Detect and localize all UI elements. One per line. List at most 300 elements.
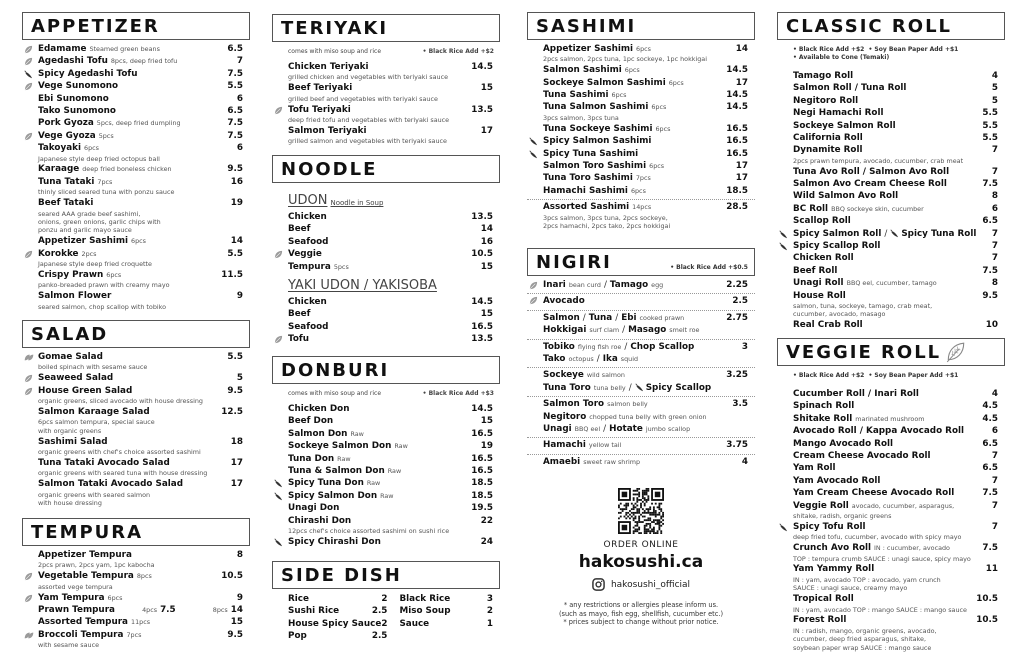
menu-item-row (543, 295, 748, 307)
menu-item (272, 61, 500, 82)
item-name: Salmon Avo Cream Cheese Roll (793, 179, 947, 190)
pepper-icon (529, 150, 539, 160)
item-note: egg (651, 281, 664, 289)
item-name: Chicken Roll (793, 253, 854, 264)
separator-slash: / (884, 228, 888, 239)
section-side (272, 561, 500, 643)
item-price: 2 (486, 606, 493, 617)
item-note: cooked prawn (639, 313, 685, 322)
menu-item (22, 457, 250, 478)
section-teriyaki (272, 14, 500, 146)
item-name: Vege Gyoza (38, 130, 96, 141)
item-description: assorted vege tempura (38, 582, 113, 591)
item-name: Chirashi Don (288, 515, 352, 526)
menu-item-row (38, 406, 243, 418)
item-note: marinated mushroom (855, 414, 925, 423)
menu-item (527, 279, 755, 291)
menu-item-row (38, 549, 243, 561)
item-note: 6pcs (107, 593, 123, 602)
menu-item (777, 144, 1005, 165)
note-left: comes with miso soup and rice (288, 390, 382, 397)
menu-item (272, 248, 500, 260)
order-online-block (527, 488, 755, 627)
menu-item (527, 293, 755, 307)
item-price: 18.5 (726, 185, 748, 196)
item-description: with sesame sauce (38, 641, 100, 650)
subsection-title: UDON (288, 193, 328, 208)
menu-item (777, 120, 1005, 132)
item-name: Ebi (621, 312, 637, 323)
menu-item-row (38, 105, 243, 117)
item-name: Tuna Tataki Avocado Salad (38, 457, 170, 468)
item-note: sweet raw shrimp (583, 457, 641, 466)
item-price: 9 (236, 592, 243, 603)
pepper-icon (779, 230, 789, 240)
menu-item-row (543, 160, 748, 172)
leaf2-icon (24, 631, 34, 641)
menu-item-row (793, 178, 998, 190)
menu-item-row (38, 629, 243, 641)
menu-item (777, 166, 1005, 178)
item-price: 11.5 (221, 269, 243, 280)
menu-item (527, 89, 755, 101)
leaf2-icon (24, 353, 34, 363)
item-name: BC Roll (793, 203, 829, 214)
item-list (22, 546, 250, 650)
menu-item-row (793, 388, 998, 400)
menu-item (527, 64, 755, 76)
pepper-icon (779, 523, 789, 533)
item-name: Salmon Sashimi (543, 65, 622, 76)
menu-item (777, 425, 1005, 437)
item-price: 2.5 (371, 631, 388, 642)
item-name: Ika (602, 353, 618, 364)
item-name: Agedashi Tofu (38, 56, 108, 67)
item-name: Salmon (543, 312, 580, 323)
menu-item-row (793, 475, 998, 487)
section-sashimi (527, 12, 755, 231)
leaf-icon (24, 132, 34, 142)
item-price: 14.5 (726, 65, 748, 76)
item-description: panko-breaded prawn with creamy mayo (38, 281, 170, 290)
item-name: Salmon Karaage Salad (38, 406, 150, 417)
leaf-icon (24, 594, 34, 604)
item-price: 3 (741, 341, 748, 352)
item-price: 15 (480, 416, 493, 427)
menu-item (399, 618, 493, 630)
menu-item-row (543, 398, 748, 410)
section-nigiri (527, 248, 755, 468)
menu-item-row (793, 319, 998, 331)
item-note: 6pcs (630, 186, 646, 195)
menu-item (527, 396, 755, 410)
menu-item (288, 593, 387, 605)
item-description: salmon, tuna, sockeye, tamago, crab meat, cucumber, avocado, masago (793, 301, 933, 319)
item-name: Shitake Roll (793, 413, 853, 424)
item-price: 5.5 (982, 132, 998, 143)
menu-item (399, 593, 493, 605)
menu-item (777, 277, 1005, 289)
item-note: 7pcs (126, 630, 142, 639)
menu-item-row (288, 403, 493, 415)
menu-item-row (793, 252, 998, 264)
section-tempura (22, 518, 250, 650)
menu-item-row (793, 462, 998, 474)
menu-item (527, 411, 755, 423)
menu-item (22, 55, 250, 67)
menu-item-row (543, 101, 748, 113)
item-name: Mango Avocado Roll (793, 438, 894, 449)
item-description: grilled salmon and vegetables with teriyaki sauce (288, 137, 447, 146)
item-description: organic greens with seared salmon with house dressing (38, 490, 151, 508)
note-line: • Available to Cone (Temaki) (793, 54, 890, 61)
menu-item (22, 549, 250, 570)
menu-item (527, 77, 755, 89)
leaf-icon (274, 335, 284, 345)
item-list (527, 276, 755, 468)
item-price: 5.5 (982, 108, 998, 119)
item-price: 14.5 (471, 404, 493, 414)
section-classic (777, 12, 1005, 332)
item-description: 3pcs salmon, 3pcs tuna (543, 113, 619, 122)
item-name: Spicy Tofu Roll (793, 521, 866, 532)
item-price: 14 (480, 224, 493, 235)
menu-item (22, 372, 250, 384)
item-description: deep fried tofu and vegetables with teriyaki sauce (288, 115, 450, 124)
item-price: 3.75 (726, 440, 748, 451)
item-price: 4.5 (982, 413, 998, 424)
item-name: Pork Gyoza (38, 118, 94, 129)
item-name: Seaweed Salad (38, 373, 114, 384)
item-price: 5.5 (227, 352, 243, 362)
item-name: Beef Tataki (38, 198, 94, 209)
item-price: 13.5 (471, 104, 493, 115)
item-name: Unagi (543, 423, 572, 434)
item-note: BBQ eel (574, 424, 601, 433)
menu-item-row (793, 438, 998, 450)
menu-item (22, 269, 250, 290)
item-name: Seafood (288, 236, 329, 247)
menu-item (777, 413, 1005, 425)
menu-item (777, 462, 1005, 474)
item-price: 5 (991, 83, 998, 94)
item-description: 2pcs prawn, 2pcs yam, 1pc kabocha (38, 561, 155, 570)
menu-item (777, 95, 1005, 107)
item-price: 14.5 (471, 296, 493, 307)
item-name: Sockeye Salmon Roll (793, 120, 896, 131)
leaf-icon (24, 374, 34, 384)
section-title: VEGGIE ROLL (786, 341, 942, 363)
item-name: Crunch Avo Roll (793, 543, 872, 554)
section-title: SIDE DISH (281, 564, 402, 586)
item-description: organic greens, sliced avocado with house dressing (38, 397, 203, 406)
item-note: deep fried boneless chicken (82, 165, 172, 174)
separator-slash: / (596, 353, 600, 364)
item-price: 19 (480, 441, 493, 452)
menu-item-row (793, 614, 998, 626)
instagram-handle[interactable] (527, 578, 755, 591)
menu-item-row (793, 215, 998, 227)
item-name: Sockeye Salmon Don (288, 441, 392, 452)
item-note: IN : cucumber, avocado (874, 544, 950, 553)
item-name: Chicken (288, 296, 327, 307)
side-dish-grid (272, 589, 500, 643)
item-description: shitake, radish, organic greens (793, 511, 892, 520)
section-header (22, 518, 250, 546)
item-list (22, 40, 250, 311)
menu-item (22, 80, 250, 92)
item-name: Tempura (288, 261, 331, 272)
item-name: Veggie (288, 249, 322, 260)
menu-item (777, 319, 1005, 331)
item-note: 11pcs (131, 618, 151, 627)
item-price: 16 (480, 236, 493, 247)
menu-item-row (38, 142, 243, 154)
section-noodle (272, 155, 500, 346)
menu-item-row (288, 104, 493, 116)
item-price: 7 (991, 145, 998, 156)
item-name: Tamago Roll (793, 71, 854, 81)
menu-item-row (288, 536, 493, 548)
item-name: Chicken (288, 212, 327, 222)
item-price: 10.5 (976, 615, 998, 626)
menu-item (22, 570, 250, 591)
menu-item-row (288, 428, 493, 440)
section-notes (777, 40, 1005, 67)
item-description: IN : yam, avocado TOP : mango SAUCE : mango sauce (793, 605, 967, 614)
menu-item (22, 616, 250, 628)
section-notes (777, 366, 1005, 385)
item-name: Sushi Rice (288, 606, 340, 617)
item-price: 16.5 (471, 453, 493, 464)
note-right: • Black Rice Add +$2 (422, 48, 494, 55)
menu-item-row (793, 450, 998, 462)
item-price: 16.5 (471, 465, 493, 476)
item-price: 5.5 (227, 81, 243, 92)
menu-item (527, 160, 755, 172)
item-price: 16.5 (726, 148, 748, 159)
qr-code[interactable] (618, 488, 664, 534)
menu-item (777, 70, 1005, 82)
website-link[interactable]: hakosushi.ca (578, 552, 704, 572)
leaf-icon (945, 341, 967, 363)
item-note: Raw (380, 491, 394, 500)
item-note: 6pcs (131, 237, 147, 246)
item-description: thinly sliced seared tuna with ponzu sauce (38, 188, 175, 197)
menu-item (22, 351, 250, 372)
menu-item-row (543, 423, 748, 435)
item-name: Spicy Scallop Roll (793, 240, 881, 251)
menu-item (272, 333, 500, 345)
disclaimer-line: * prices subject to change without prior notice. (563, 618, 719, 627)
item-price: 10.5 (471, 249, 493, 260)
item-description: IN : radish, mango, organic greens, avocado, cucumber, deep fried asparagus, shitake, soybean paper wrap SAUCE : mango sauce (793, 626, 937, 652)
item-name: Tuna & Salmon Don (288, 465, 385, 476)
menu-item (22, 197, 250, 235)
section-title: TERIYAKI (281, 17, 389, 39)
menu-item (22, 290, 250, 311)
menu-item-row (288, 61, 493, 73)
item-price: 10.5 (221, 571, 243, 582)
item-note: Raw (366, 479, 381, 488)
menu-item (777, 500, 1005, 521)
item-price: 7 (991, 228, 998, 239)
leaf-icon (24, 250, 34, 260)
menu-item-row (38, 235, 243, 247)
item-name: Tako (543, 353, 566, 364)
item-price: 18.5 (471, 478, 493, 489)
disclaimers (527, 601, 755, 627)
item-name: Real Crab Roll (793, 320, 863, 331)
section-header (272, 561, 500, 589)
section-title: CLASSIC ROLL (786, 15, 953, 37)
item-note: chopped tuna belly with green onion (589, 412, 707, 421)
item-note: Steamed green beans (89, 45, 160, 53)
menu-item-row (38, 570, 243, 582)
item-note: salmon belly (607, 400, 648, 409)
item-name: Assorted Tempura (38, 617, 128, 628)
item-price: 7 (991, 521, 998, 532)
menu-item-row (288, 125, 493, 137)
item-price: 7 (236, 56, 243, 67)
item-name: Avocado (543, 296, 585, 307)
item-price: 7.5 (982, 488, 998, 499)
leaf-icon (529, 296, 539, 306)
item-name: Tuna (588, 312, 613, 323)
item-name: Spicy Tuna Don (288, 478, 364, 489)
menu-item-row (543, 201, 748, 213)
item-description: grilled beef and vegetables with teriyaki sauce (288, 94, 438, 103)
item-list (272, 58, 500, 146)
item-price: 4 (991, 71, 998, 81)
menu-item-row (793, 144, 998, 156)
menu-item (272, 403, 500, 415)
menu-item (288, 618, 387, 630)
menu-item (272, 82, 500, 103)
item-price: 16.5 (471, 321, 493, 332)
item-name: Vegetable Tempura (38, 571, 134, 582)
menu-item (527, 148, 755, 160)
item-price: 2.25 (726, 280, 748, 290)
menu-item-row (543, 324, 748, 336)
item-price: 5 (991, 95, 998, 106)
item-price: 17 (735, 77, 748, 88)
item-price: 8 (991, 278, 998, 289)
menu-item (272, 211, 500, 223)
menu-item (272, 415, 500, 427)
item-price: 15 (480, 261, 493, 272)
item-price: 2 (381, 594, 388, 604)
item-name: Tuna Avo Roll / Salmon Avo Roll (793, 166, 950, 177)
item-price: 4.5 (982, 401, 998, 412)
menu-item-row (543, 77, 748, 89)
item-price: 2.5 (732, 296, 748, 307)
item-name: Prawn Tempura (38, 604, 115, 615)
item-price: 14.5 (726, 90, 748, 101)
menu-item-row (543, 89, 748, 101)
menu-item (777, 290, 1005, 319)
item-note: 7pcs (97, 177, 113, 186)
menu-item (527, 310, 755, 324)
menu-item (777, 450, 1005, 462)
item-name: Cucumber Roll / Inari Roll (793, 389, 919, 399)
item-price: 7.5 (982, 179, 998, 190)
item-price: 14.5 (726, 102, 748, 113)
menu-item (777, 82, 1005, 94)
item-price: 6 (991, 203, 998, 214)
item-price: 6.5 (227, 105, 243, 116)
item-list (777, 67, 1005, 332)
item-price: 22 (480, 515, 493, 526)
menu-item (272, 502, 500, 514)
menu-item-row (793, 132, 998, 144)
menu-item-row (38, 248, 243, 260)
item-note: 5pcs (333, 262, 349, 271)
menu-item (272, 428, 500, 440)
pepper-icon (274, 479, 284, 489)
section-title: NIGIRI (536, 251, 612, 273)
menu-item (22, 142, 250, 163)
item-description: seared AAA grade beef sashimi, onions, green onions, garlic chips with ponzu and garlic mayo sauce (38, 209, 161, 235)
item-name: Edamame (38, 44, 87, 54)
menu-item (22, 629, 250, 650)
item-description: 2pcs prawn tempura, avocado, cucumber, crab meat (793, 156, 964, 165)
menu-item (777, 487, 1005, 499)
item-price: 5 (236, 373, 243, 384)
item-name: Yam Yammy Roll (793, 564, 875, 575)
menu-item (527, 123, 755, 135)
menu-item (777, 521, 1005, 542)
menu-item (22, 604, 250, 616)
menu-item-row (793, 487, 998, 499)
menu-item (22, 130, 250, 142)
item-name: House Roll (793, 290, 846, 301)
leaf-icon (274, 250, 284, 260)
item-note: 2pcs (81, 249, 97, 258)
item-note: BBQ eel, cucumber, tamago (846, 279, 937, 288)
item-note: jumbo scallop (645, 424, 691, 433)
item-name: Assorted Sashimi (543, 202, 630, 213)
menu-item-row (793, 521, 998, 533)
section-title: SASHIMI (536, 15, 637, 37)
menu-item-row (793, 82, 998, 94)
leaf-icon (24, 45, 34, 55)
section-header (22, 320, 250, 348)
item-name: Inari (543, 280, 566, 290)
item-price: 18.5 (471, 490, 493, 501)
menu-item-row (288, 261, 493, 273)
menu-item-row (288, 477, 493, 489)
menu-item-row (793, 290, 998, 302)
menu-item-row (543, 439, 748, 451)
menu-item-row (38, 130, 243, 142)
menu-item-row (288, 333, 493, 345)
item-name: Yam Roll (793, 463, 836, 474)
menu-item-row (793, 190, 998, 202)
menu-item (22, 436, 250, 457)
section-header (527, 12, 755, 40)
menu-item-row (38, 385, 243, 397)
item-price: 14 (230, 236, 243, 247)
item-description: IN : yam, avocado TOP : avocado, yam crunch SAUCE : unagi sauce, creamy mayo (793, 575, 941, 593)
item-name: Ebi Sunomono (38, 93, 109, 104)
menu-item (777, 190, 1005, 202)
menu-item-row (288, 490, 493, 502)
subsection-note: Noodle in Soup (330, 199, 384, 207)
item-price: 15 (480, 83, 493, 94)
item-name: House Green Salad (38, 385, 133, 396)
menu-item (272, 308, 500, 320)
